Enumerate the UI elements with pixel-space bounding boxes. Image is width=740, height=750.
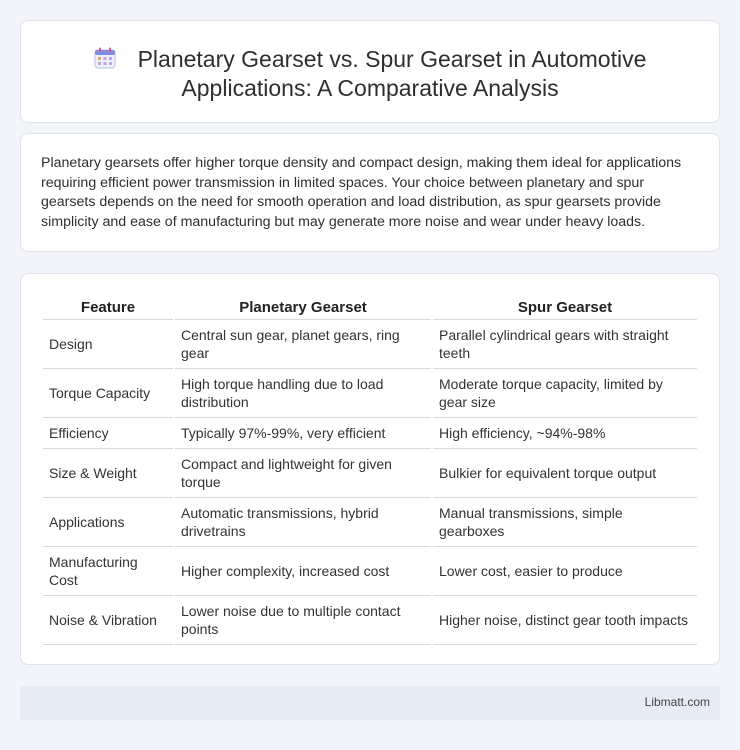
calendar-icon [94,47,116,69]
spur-cell: Lower cost, easier to produce [433,547,697,596]
feature-cell: Manufacturing Cost [43,547,173,596]
table-row [43,369,697,418]
header-spur: Spur Gearset [433,294,697,320]
table-row [43,498,697,547]
planetary-cell: Compact and lightweight for given torque [175,449,431,498]
table-header-row [43,294,697,320]
feature-cell: Efficiency [43,418,173,449]
spur-cell: Bulkier for equivalent torque output [433,449,697,498]
spur-cell: Moderate torque capacity, limited by gear size [433,369,697,418]
planetary-cell: Higher complexity, increased cost [175,547,431,596]
feature-cell: Size & Weight [43,449,173,498]
footer-site-link[interactable]: Libmatt.com [644,695,710,709]
planetary-cell: Automatic transmissions, hybrid drivetrains [175,498,431,547]
spur-cell: Parallel cylindrical gears with straight teeth [433,320,697,369]
footer-bar [20,686,720,720]
table-row [43,596,697,645]
title-line-1: Planetary Gearset vs. Spur Gearset in Automotive [137,46,647,72]
planetary-cell: High torque handling due to load distribution [175,369,431,418]
spur-cell: Higher noise, distinct gear tooth impacts [433,596,697,645]
table-row [43,320,697,369]
feature-cell: Torque Capacity [43,369,173,418]
comparison-table [41,294,699,645]
feature-cell: Noise & Vibration [43,596,173,645]
planetary-cell: Lower noise due to multiple contact points [175,596,431,645]
header-feature: Feature [43,294,173,320]
table-row [43,449,697,498]
planetary-cell: Central sun gear, planet gears, ring gear [175,320,431,369]
intro-card [20,133,720,252]
page-title [21,45,719,103]
table-row [43,547,697,596]
title-line-2: Applications: A Comparative Analysis [181,75,559,101]
table-row [43,418,697,449]
planetary-cell: Typically 97%-99%, very efficient [175,418,431,449]
spur-cell: High efficiency, ~94%-98% [433,418,697,449]
spur-cell: Manual transmissions, simple gearboxes [433,498,697,547]
title-card [20,20,720,123]
feature-cell: Design [43,320,173,369]
feature-cell: Applications [43,498,173,547]
comparison-card [20,273,720,665]
intro-paragraph: Planetary gearsets offer higher torque density and compact design, making them ideal for applications requiring efficient power transmission in limited spaces. Your choice between planetary and spur gearsets depends on the need for smooth operation and load distribution, as spur gearsets provide simplicity and ease of manufacturing but may generate more noise and wear under heavy loads. [41,155,682,230]
header-planetary: Planetary Gearset [175,294,431,320]
